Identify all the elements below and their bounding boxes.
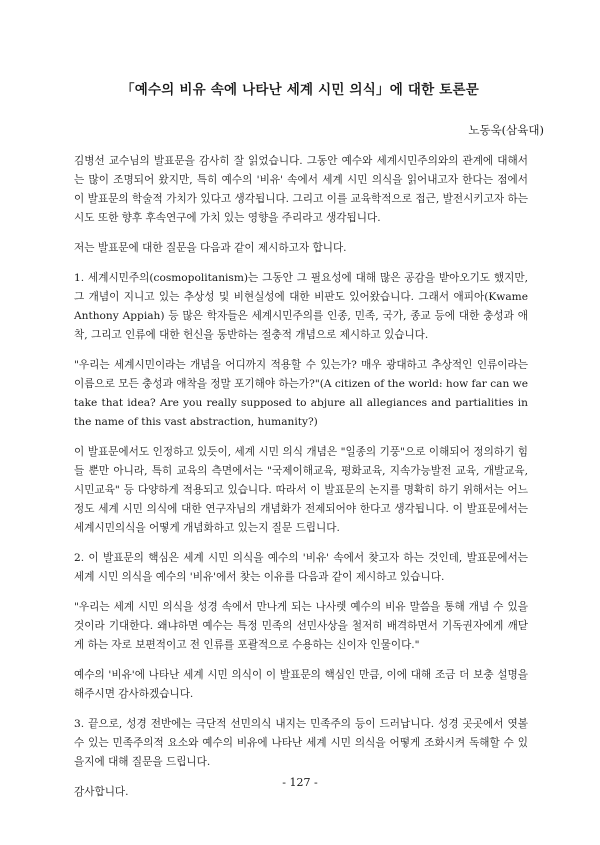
paragraph-closing: 감사합니다. <box>74 786 129 798</box>
paragraph-intro: 김병선 교수님의 발표문을 감사히 잘 읽었습니다. 그동안 예수와 세계시민주의와의 관계에 대해서는 많이 조명되어 왔지만, 특히 예수의 '비유' 속에서 세계 시민 의식을 읽어내고자 한다는 점에서 이 발표문의 학술적 가치가 있다고 생각됩니다. 그리고 이를 교육학적으로 접근, 발전시키고자 하는 시도 또한 향후 후속연구에 가치 있는 영향을 주리라고 생각됩니다. <box>74 155 528 224</box>
paragraph-question-2: 2. 이 발표문의 핵심은 세계 시민 의식을 예수의 '비유' 속에서 찾고자 하는 것인데, 발표문에서는 세계 시민 의식을 예수의 '비유'에서 찾는 이유를 다음과 같이 제시하고 있습니다. <box>74 552 528 583</box>
paragraph-question-3: 3. 끝으로, 성경 전반에는 극단적 선민의식 내지는 민족주의 등이 드러납니다. 성경 곳곳에서 엿볼 수 있는 민족주의적 요소와 예수의 비유에 나타난 세계 시민 의식을 어떻게 조화시켜 독해할 수 있을지에 대해 질문을 드립니다. <box>74 718 528 768</box>
document-title: 「예수의 비유 속에 나타난 세계 시민 의식」에 대한 토론문 <box>121 82 479 98</box>
paragraph-question-lead: 저는 발표문에 대한 질문을 다음과 같이 제시하고자 합니다. <box>74 242 347 254</box>
paragraph-question-2-cont: 예수의 '비유'에 나타난 세계 시민 의식이 이 발표문의 핵심인 만큼, 이에 대해 조금 더 보충 설명을 해주시면 감사하겠습니다. <box>74 669 528 700</box>
page-number: - 127 - <box>282 776 318 789</box>
paragraph-question-1-cont: 이 발표문에서도 인정하고 있듯이, 세계 시민 의식 개념은 "일종의 기풍"으로 이해되어 정의하기 힘들 뿐만 아니라, 특히 교육의 측면에서는 "국제이해교육, 평화교육, 지속가능발전 교육, 개발교육, 시민교육" 등 다양하게 적용되고 있습니다. 따라서 이 발표문의 논지를 명확히 하기 위해서는 어느 정도 세계 시민 의식에 대한 연구자님의 개념화가 전제되어야 한다고 생각됩니다. 이 발표문에서는 세계시민의식을 어떻게 개념화하고 있는지 질문 드립니다. <box>74 446 528 534</box>
paragraph-quote-presenter: "우리는 세계 시민 의식을 성경 속에서 만나게 되는 나사렛 예수의 비유 말씀을 통해 개념 수 있을 것이라 기대한다. 왜냐하면 예수는 특정 민족의 선민사상을 철저히 배격하면서 기독권자에게 깨닫게 하는 자로 보편적이고 전 인류를 포괄적으로 수용하는 신이자 인물이다." <box>74 601 528 651</box>
paragraph-quote-appiah: "우리는 세계시민이라는 개념을 어디까지 적용할 수 있는가? 매우 광대하고 추상적인 인류이라는 이름으로 모든 충성과 애착을 정말 포기해야 하는가?"(A citizen of the world: how far can we take that idea? Are you really supposed to abjure all allegiances and partialities in the name of this vast abstraction, humanity?) <box>74 359 528 428</box>
document-body <box>74 152 528 813</box>
author-affiliation: 노동욱(삼육대) <box>468 123 544 137</box>
paragraph-question-1: 1. 세계시민주의(cosmopolitanism)는 그동안 그 필요성에 대해 많은 공감을 받아오기도 했지만, 그 개념이 지니고 있는 추상성 및 비현실성에 대한 비판도 있어왔습니다. 그래서 애피아(Kwame Anthony Appiah) 등 많은 학자들은 세계시민주의를 인종, 민족, 국가, 종교 등에 대한 충성과 애착, 그리고 인류에 대한 헌신을 동반하는 절충적 개념으로 제시하고 있습니다. <box>74 272 528 341</box>
